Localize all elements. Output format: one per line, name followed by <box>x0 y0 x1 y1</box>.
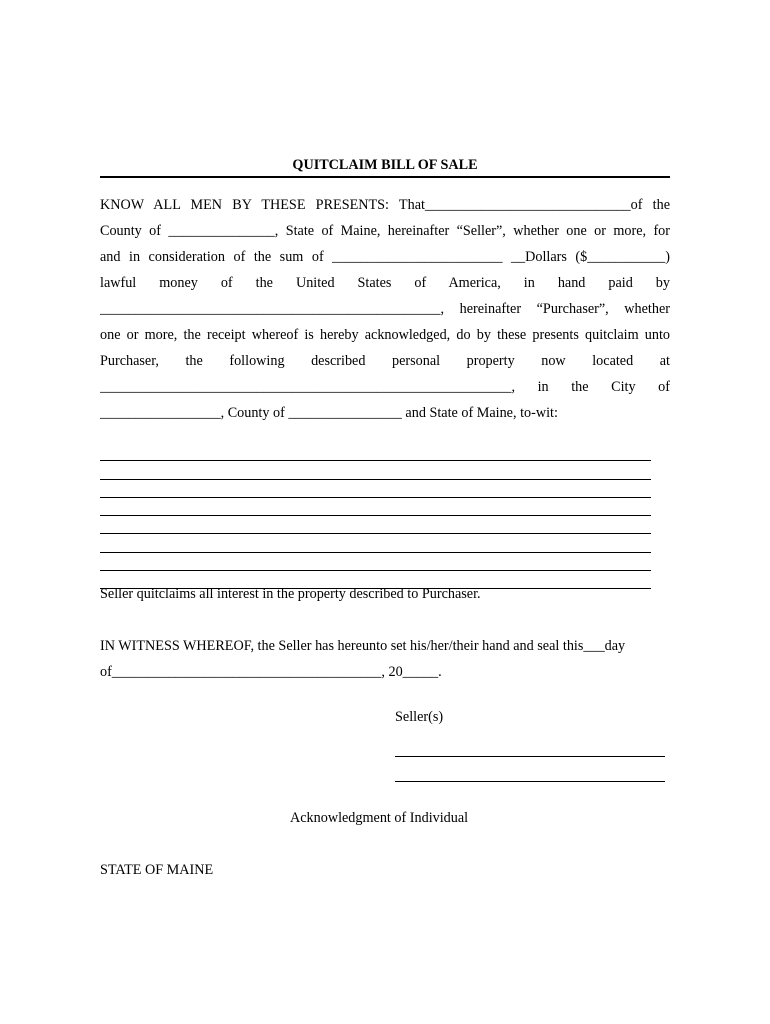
paragraph-line: one or more, the receipt whereof is hereby acknowledged, do by these presents quitclaim unto <box>100 327 670 343</box>
seller-label: Seller(s) <box>395 709 444 725</box>
blank-line <box>100 480 651 498</box>
property-description-lines <box>100 443 651 589</box>
seller-signature-line <box>395 756 665 757</box>
quitclaim-statement: Seller quitclaims all interest in the property described to Purchaser. <box>100 586 481 602</box>
conveyance-paragraph <box>100 192 670 426</box>
paragraph-line: lawful money of the United States of America, in hand paid by <box>100 275 670 291</box>
paragraph-line: KNOW ALL MEN BY THESE PRESENTS: That_____________________________of the <box>100 197 670 213</box>
blank-line <box>100 516 651 534</box>
paragraph-line: Purchaser, the following described personal property now located at <box>100 353 670 369</box>
seller-signature-line <box>395 781 665 782</box>
blank-line <box>100 534 651 552</box>
document-title: QUITCLAIM BILL OF SALE <box>100 156 670 178</box>
paragraph-line: __________________________________________________________, in the City of <box>100 379 670 395</box>
witness-date-line: of______________________________________, 20_____. <box>100 664 442 680</box>
paragraph-line: and in consideration of the sum of ________________________ __Dollars ($___________) <box>100 249 670 265</box>
blank-line <box>100 553 651 571</box>
blank-line <box>100 443 651 461</box>
blank-line <box>100 461 651 479</box>
acknowledgment-heading: Acknowledgment of Individual <box>290 810 469 826</box>
paragraph-line: _________________, County of ________________ and State of Maine, to-wit: <box>100 405 558 421</box>
state-heading: STATE OF MAINE <box>100 862 214 878</box>
witness-line: IN WITNESS WHEREOF, the Seller has hereunto set his/her/their hand and seal this___day <box>100 638 626 654</box>
paragraph-line: ________________________________________________, hereinafter “Purchaser”, whether <box>100 301 670 317</box>
blank-line <box>100 498 651 516</box>
paragraph-line: County of _______________, State of Maine, hereinafter “Seller”, whether one or more, for <box>100 223 670 239</box>
